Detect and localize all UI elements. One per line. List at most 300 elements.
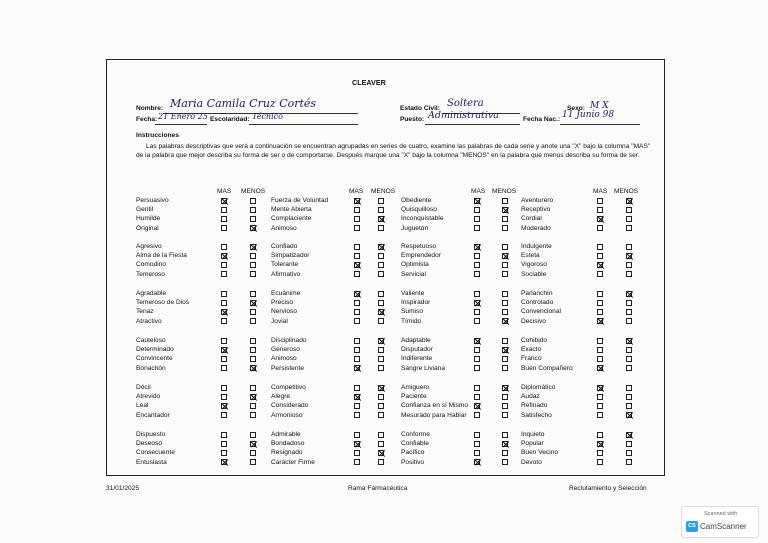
fecha-nac-value: 11 Junio 98 [562, 110, 615, 120]
col3-mas-header: MAS [471, 188, 486, 195]
word-label-c2-g2-r2: Simpatizador [271, 252, 310, 260]
menos-checkbox-c3-g4-r4[interactable] [502, 365, 508, 371]
mas-checkbox-c1-g3-r3[interactable] [221, 309, 227, 315]
mas-checkbox-c1-g5-r2[interactable] [221, 394, 227, 400]
menos-checkbox-c1-g6-r1[interactable] [250, 432, 256, 438]
escolaridad-value: Técnico [252, 112, 283, 121]
mas-checkbox-c2-g4-r1[interactable] [354, 338, 360, 344]
mas-checkbox-c2-g2-r3[interactable] [354, 262, 360, 268]
word-label-c4-g3-r3: Convencional [521, 308, 561, 316]
mas-checkbox-c1-g4-r1[interactable] [221, 338, 227, 344]
menos-checkbox-c3-g5-r3[interactable] [502, 403, 508, 409]
mas-checkbox-c2-g3-r1[interactable] [354, 291, 360, 297]
menos-checkbox-c4-g2-r1[interactable] [626, 244, 632, 250]
mas-checkbox-c3-g5-r4[interactable] [474, 412, 480, 418]
menos-checkbox-c3-g1-r4[interactable] [502, 225, 508, 231]
menos-checkbox-c4-g4-r2[interactable] [626, 347, 632, 353]
mas-checkbox-c1-g2-r1[interactable] [221, 244, 227, 250]
menos-checkbox-c1-g6-r3[interactable] [250, 450, 256, 456]
word-label-c1-g6-r3: Consecuente [136, 449, 175, 457]
mas-checkbox-c3-g1-r2[interactable] [474, 207, 480, 213]
menos-checkbox-c4-g4-r4[interactable] [626, 365, 632, 371]
menos-checkbox-c1-g4-r4[interactable] [250, 365, 256, 371]
word-label-c4-g5-r1: Diplomático [521, 384, 556, 391]
word-label-c1-g3-r4: Atractivo [136, 317, 162, 325]
word-label-c3-g1-r2: Quisquilloso [401, 206, 437, 214]
mas-checkbox-c3-g4-r1[interactable] [474, 338, 480, 344]
menos-checkbox-c4-g6-r2[interactable] [626, 441, 632, 447]
word-label-c4-g1-r4: Moderado [521, 224, 551, 232]
word-label-c2-g5-r4: Armonioso [271, 411, 303, 419]
menos-checkbox-c2-g5-r4[interactable] [378, 412, 384, 418]
mas-checkbox-c3-g1-r4[interactable] [474, 225, 480, 231]
menos-checkbox-c2-g6-r4[interactable] [378, 459, 384, 465]
estado-civil-label: Estado Civil: [400, 105, 440, 112]
mas-checkbox-c4-g2-r1[interactable] [597, 244, 603, 250]
mas-checkbox-c2-g6-r4[interactable] [354, 459, 360, 465]
mas-checkbox-c1-g6-r4[interactable] [221, 459, 227, 465]
mas-checkbox-c4-g4-r1[interactable] [597, 338, 603, 344]
menos-checkbox-c4-g6-r1[interactable] [626, 432, 632, 438]
word-label-c4-g5-r2: Audaz [521, 393, 540, 401]
word-label-c4-g4-r3: Franco [521, 355, 542, 363]
word-label-c2-g5-r1: Competitivo [271, 384, 306, 391]
menos-checkbox-c4-g4-r3[interactable] [626, 356, 632, 362]
menos-checkbox-c2-g6-r2[interactable] [378, 441, 384, 447]
menos-checkbox-c4-g3-r3[interactable] [626, 309, 632, 315]
menos-checkbox-c4-g6-r3[interactable] [626, 450, 632, 456]
escolaridad-underline [249, 124, 358, 125]
mas-checkbox-c4-g6-r2[interactable] [597, 441, 603, 447]
word-label-c3-g6-r1: Conforme [401, 431, 430, 438]
menos-checkbox-c1-g2-r3[interactable] [250, 262, 256, 268]
word-label-c1-g3-r3: Tenaz [136, 308, 154, 316]
menos-checkbox-c2-g5-r2[interactable] [378, 394, 384, 400]
mas-checkbox-c3-g5-r3[interactable] [474, 403, 480, 409]
col3-menos-header: MENOS [492, 188, 517, 195]
word-label-c1-g4-r2: Determinado [136, 346, 174, 354]
menos-checkbox-c2-g1-r3[interactable] [378, 216, 384, 222]
mas-checkbox-c2-g1-r2[interactable] [354, 207, 360, 213]
menos-checkbox-c3-g3-r3[interactable] [502, 309, 508, 315]
fecha-value: 21 Enero 25 [158, 112, 208, 121]
menos-checkbox-c1-g1-r3[interactable] [250, 216, 256, 222]
col1-menos-header: MENOS [241, 188, 266, 195]
mas-checkbox-c3-g6-r1[interactable] [474, 432, 480, 438]
mas-checkbox-c1-g1-r2[interactable] [221, 207, 227, 213]
mas-checkbox-c4-g1-r1[interactable] [597, 198, 603, 204]
mas-checkbox-c2-g5-r1[interactable] [354, 385, 360, 391]
menos-checkbox-c4-g2-r4[interactable] [626, 271, 632, 277]
mas-checkbox-c2-g2-r2[interactable] [354, 253, 360, 259]
menos-checkbox-c2-g3-r2[interactable] [378, 300, 384, 306]
mas-checkbox-c2-g1-r3[interactable] [354, 216, 360, 222]
mas-checkbox-c2-g3-r2[interactable] [354, 300, 360, 306]
mas-checkbox-c2-g4-r2[interactable] [354, 347, 360, 353]
mas-checkbox-c4-g5-r1[interactable] [597, 385, 603, 391]
menos-checkbox-c4-g3-r1[interactable] [626, 291, 632, 297]
menos-checkbox-c2-g5-r3[interactable] [378, 403, 384, 409]
mas-checkbox-c3-g5-r1[interactable] [474, 385, 480, 391]
menos-checkbox-c4-g5-r4[interactable] [626, 412, 632, 418]
mas-checkbox-c4-g1-r3[interactable] [597, 216, 603, 222]
col2-mas-header: MAS [349, 188, 364, 195]
word-label-c3-g4-r4: Sangre Liviana [401, 364, 445, 372]
menos-checkbox-c2-g2-r4[interactable] [378, 271, 384, 277]
word-label-c3-g2-r4: Servicial [401, 270, 426, 278]
mas-checkbox-c4-g6-r1[interactable] [597, 432, 603, 438]
word-label-c3-g6-r2: Confiable [401, 440, 429, 448]
menos-checkbox-c3-g1-r3[interactable] [502, 216, 508, 222]
word-label-c3-g3-r2: Inspirador [401, 299, 431, 307]
menos-checkbox-c3-g4-r3[interactable] [502, 356, 508, 362]
mas-checkbox-c2-g3-r4[interactable] [354, 318, 360, 324]
mas-checkbox-c1-g5-r1[interactable] [221, 385, 227, 391]
mas-checkbox-c1-g3-r4[interactable] [221, 318, 227, 324]
mas-checkbox-c2-g5-r2[interactable] [354, 394, 360, 400]
word-label-c4-g2-r3: Vigoroso [521, 261, 547, 269]
menos-checkbox-c2-g3-r3[interactable] [378, 309, 384, 315]
mas-checkbox-c1-g1-r4[interactable] [221, 225, 227, 231]
nombre-value: Maria Camila Cruz Cortés [170, 97, 317, 110]
word-label-c3-g3-r3: Sumiso [401, 308, 423, 316]
word-label-c1-g1-r1: Persuasivo [136, 197, 169, 204]
word-label-c3-g2-r3: Optimista [401, 261, 429, 269]
word-label-c2-g5-r3: Considerado [271, 402, 309, 410]
word-label-c2-g4-r2: Generoso [271, 346, 300, 354]
word-label-c4-g4-r2: Exacto [521, 346, 542, 354]
mas-checkbox-c4-g6-r3[interactable] [597, 450, 603, 456]
mas-checkbox-c2-g3-r3[interactable] [354, 309, 360, 315]
instructions-heading: Instrucciones [136, 132, 179, 139]
word-label-c2-g6-r2: Bondadoso [271, 440, 305, 448]
menos-checkbox-c1-g6-r2[interactable] [250, 441, 256, 447]
menos-checkbox-c3-g5-r2[interactable] [502, 394, 508, 400]
menos-checkbox-c3-g2-r2[interactable] [502, 253, 508, 259]
footer-right: Reclutamiento y Selección [569, 485, 647, 492]
menos-checkbox-c3-g6-r3[interactable] [502, 450, 508, 456]
word-label-c1-g1-r4: Original [136, 224, 159, 232]
form-frame [106, 59, 665, 476]
menos-checkbox-c4-g1-r4[interactable] [626, 225, 632, 231]
menos-checkbox-c1-g3-r4[interactable] [250, 318, 256, 324]
mas-checkbox-c2-g1-r1[interactable] [354, 198, 360, 204]
word-label-c2-g1-r2: Mente Abierta [271, 206, 312, 214]
mas-checkbox-c4-g5-r3[interactable] [597, 403, 603, 409]
word-label-c1-g4-r3: Convincente [136, 355, 173, 363]
form-title: CLEAVER [352, 78, 386, 87]
mas-checkbox-c2-g2-r1[interactable] [354, 244, 360, 250]
word-label-c1-g1-r3: Humilde [136, 215, 161, 223]
col4-menos-header: MENOS [614, 188, 639, 195]
mas-checkbox-c1-g3-r1[interactable] [221, 291, 227, 297]
word-label-c2-g2-r1: Confiado [271, 243, 298, 250]
menos-checkbox-c2-g4-r4[interactable] [378, 365, 384, 371]
puesto-label: Puesto: [400, 116, 425, 123]
mas-checkbox-c4-g5-r2[interactable] [597, 394, 603, 400]
word-label-c2-g5-r2: Alegre [271, 393, 291, 401]
menos-checkbox-c1-g1-r1[interactable] [250, 198, 256, 204]
col2-menos-header: MENOS [371, 188, 396, 195]
mas-checkbox-c3-g2-r4[interactable] [474, 271, 480, 277]
col1-mas-header: MAS [217, 188, 232, 195]
mas-checkbox-c3-g6-r2[interactable] [474, 441, 480, 447]
mas-checkbox-c2-g6-r2[interactable] [354, 441, 360, 447]
mas-checkbox-c4-g3-r2[interactable] [597, 300, 603, 306]
menos-checkbox-c1-g3-r3[interactable] [250, 309, 256, 315]
word-label-c3-g5-r4: Mesurado para Hablar [401, 411, 467, 419]
mas-checkbox-c2-g2-r4[interactable] [354, 271, 360, 277]
mas-checkbox-c1-g3-r2[interactable] [221, 300, 227, 306]
mas-checkbox-c3-g2-r1[interactable] [474, 244, 480, 250]
menos-checkbox-c3-g4-r1[interactable] [502, 338, 508, 344]
word-label-c3-g3-r4: Tímido [401, 317, 422, 325]
footer-date: 31/01/2025 [106, 485, 140, 492]
sexo-value: M X [590, 101, 609, 111]
mas-checkbox-c3-g2-r2[interactable] [474, 253, 480, 259]
word-label-c3-g5-r2: Paciente [401, 393, 427, 401]
menos-checkbox-c4-g2-r2[interactable] [626, 253, 632, 259]
menos-checkbox-c3-g3-r2[interactable] [502, 300, 508, 306]
mas-checkbox-c1-g2-r2[interactable] [221, 253, 227, 259]
menos-checkbox-c4-g5-r3[interactable] [626, 403, 632, 409]
word-label-c4-g6-r4: Devoto [521, 458, 542, 466]
mas-checkbox-c4-g6-r4[interactable] [597, 459, 603, 465]
menos-checkbox-c3-g6-r4[interactable] [502, 459, 508, 465]
word-label-c1-g4-r1: Cauteloso [136, 337, 166, 344]
mas-checkbox-c4-g1-r4[interactable] [597, 225, 603, 231]
word-label-c3-g5-r1: Amiguero [401, 384, 430, 391]
word-label-c1-g2-r1: Agresivo [136, 243, 162, 250]
word-label-c1-g6-r4: Entusiasta [136, 458, 167, 466]
menos-checkbox-c4-g5-r2[interactable] [626, 394, 632, 400]
menos-checkbox-c3-g3-r4[interactable] [502, 318, 508, 324]
menos-checkbox-c4-g3-r2[interactable] [626, 300, 632, 306]
word-label-c2-g6-r4: Carácter Firme [271, 458, 315, 466]
watermark-line2: CamScanner [700, 522, 747, 531]
mas-checkbox-c1-g4-r3[interactable] [221, 356, 227, 362]
word-label-c3-g1-r1: Obediente [401, 197, 432, 204]
mas-checkbox-c3-g4-r3[interactable] [474, 356, 480, 362]
word-label-c1-g5-r4: Encantador [136, 411, 170, 419]
word-label-c2-g6-r1: Admirable [271, 431, 301, 438]
menos-checkbox-c3-g2-r1[interactable] [502, 244, 508, 250]
word-label-c3-g4-r1: Adaptable [401, 337, 431, 344]
menos-checkbox-c4-g3-r4[interactable] [626, 318, 632, 324]
mas-checkbox-c2-g6-r1[interactable] [354, 432, 360, 438]
mas-checkbox-c1-g5-r4[interactable] [221, 412, 227, 418]
menos-checkbox-c4-g2-r3[interactable] [626, 262, 632, 268]
mas-checkbox-c4-g2-r2[interactable] [597, 253, 603, 259]
mas-checkbox-c3-g1-r1[interactable] [474, 198, 480, 204]
menos-checkbox-c3-g6-r1[interactable] [502, 432, 508, 438]
word-label-c1-g2-r3: Comodino [136, 261, 167, 269]
menos-checkbox-c4-g1-r3[interactable] [626, 216, 632, 222]
menos-checkbox-c4-g4-r1[interactable] [626, 338, 632, 344]
mas-checkbox-c3-g5-r2[interactable] [474, 394, 480, 400]
menos-checkbox-c4-g1-r1[interactable] [626, 198, 632, 204]
menos-checkbox-c2-g5-r1[interactable] [378, 385, 384, 391]
menos-checkbox-c1-g1-r2[interactable] [250, 207, 256, 213]
menos-checkbox-c1-g4-r3[interactable] [250, 356, 256, 362]
menos-checkbox-c3-g5-r4[interactable] [502, 412, 508, 418]
mas-checkbox-c2-g5-r3[interactable] [354, 403, 360, 409]
menos-checkbox-c3-g6-r2[interactable] [502, 441, 508, 447]
mas-checkbox-c4-g2-r3[interactable] [597, 262, 603, 268]
word-label-c4-g2-r2: Esteta [521, 252, 540, 260]
menos-checkbox-c1-g3-r1[interactable] [250, 291, 256, 297]
word-label-c2-g3-r1: Ecuánime [271, 290, 301, 297]
word-label-c4-g3-r2: Controlado [521, 299, 554, 307]
word-label-c1-g2-r4: Temeroso [136, 270, 165, 278]
menos-checkbox-c4-g1-r2[interactable] [626, 207, 632, 213]
menos-checkbox-c2-g2-r3[interactable] [378, 262, 384, 268]
menos-checkbox-c3-g1-r1[interactable] [502, 198, 508, 204]
mas-checkbox-c1-g2-r4[interactable] [221, 271, 227, 277]
menos-checkbox-c1-g2-r4[interactable] [250, 271, 256, 277]
menos-checkbox-c1-g3-r2[interactable] [250, 300, 256, 306]
menos-checkbox-c2-g3-r1[interactable] [378, 291, 384, 297]
mas-checkbox-c1-g4-r4[interactable] [221, 365, 227, 371]
menos-checkbox-c3-g2-r4[interactable] [502, 271, 508, 277]
fecha-underline [155, 124, 207, 125]
menos-checkbox-c1-g5-r1[interactable] [250, 385, 256, 391]
mas-checkbox-c2-g6-r3[interactable] [354, 450, 360, 456]
mas-checkbox-c1-g1-r1[interactable] [221, 198, 227, 204]
menos-checkbox-c2-g2-r2[interactable] [378, 253, 384, 259]
mas-checkbox-c1-g1-r3[interactable] [221, 216, 227, 222]
word-label-c4-g5-r4: Satisfecho [521, 411, 552, 419]
mas-checkbox-c3-g3-r1[interactable] [474, 291, 480, 297]
menos-checkbox-c1-g5-r4[interactable] [250, 412, 256, 418]
menos-checkbox-c3-g5-r1[interactable] [502, 385, 508, 391]
mas-checkbox-c4-g3-r1[interactable] [597, 291, 603, 297]
mas-checkbox-c3-g3-r2[interactable] [474, 300, 480, 306]
menos-checkbox-c2-g4-r3[interactable] [378, 356, 384, 362]
mas-checkbox-c1-g6-r3[interactable] [221, 450, 227, 456]
menos-checkbox-c3-g1-r2[interactable] [502, 207, 508, 213]
word-label-c3-g5-r3: Confianza en sí Mismo [401, 402, 469, 410]
mas-checkbox-c4-g1-r2[interactable] [597, 207, 603, 213]
menos-checkbox-c2-g4-r2[interactable] [378, 347, 384, 353]
menos-checkbox-c1-g6-r4[interactable] [250, 459, 256, 465]
mas-checkbox-c4-g2-r4[interactable] [597, 271, 603, 277]
mas-checkbox-c3-g3-r4[interactable] [474, 318, 480, 324]
menos-checkbox-c2-g6-r3[interactable] [378, 450, 384, 456]
menos-checkbox-c1-g5-r3[interactable] [250, 403, 256, 409]
menos-checkbox-c4-g5-r1[interactable] [626, 385, 632, 391]
footer-center: Rama Farmacéutica [348, 485, 408, 492]
mas-checkbox-c2-g1-r4[interactable] [354, 225, 360, 231]
word-label-c1-g3-r2: Temeroso de Dios [136, 299, 190, 307]
word-label-c1-g5-r1: Dócil [136, 384, 151, 391]
mas-checkbox-c1-g2-r3[interactable] [221, 262, 227, 268]
nombre-label: Nombre: [136, 105, 164, 112]
mas-checkbox-c3-g4-r2[interactable] [474, 347, 480, 353]
puesto-value: Administrativa [428, 110, 499, 121]
menos-checkbox-c1-g1-r4[interactable] [250, 225, 256, 231]
mas-checkbox-c1-g5-r3[interactable] [221, 403, 227, 409]
word-label-c4-g5-r3: Refinado [521, 402, 548, 410]
camscanner-logo-icon: CS [686, 521, 698, 532]
fecha-nac-underline [560, 124, 640, 125]
menos-checkbox-c2-g1-r1[interactable] [378, 198, 384, 204]
menos-checkbox-c2-g6-r1[interactable] [378, 432, 384, 438]
mas-checkbox-c4-g4-r4[interactable] [597, 365, 603, 371]
sexo-label: Sexo: [567, 105, 585, 112]
menos-checkbox-c1-g2-r2[interactable] [250, 253, 256, 259]
word-label-c1-g2-r2: Alma de la Fiesta [136, 252, 187, 260]
mas-checkbox-c2-g4-r4[interactable] [354, 365, 360, 371]
menos-checkbox-c1-g4-r2[interactable] [250, 347, 256, 353]
word-label-c4-g2-r4: Sociable [521, 270, 547, 278]
mas-checkbox-c3-g4-r4[interactable] [474, 365, 480, 371]
menos-checkbox-c4-g6-r4[interactable] [626, 459, 632, 465]
word-label-c1-g1-r2: Gentil [136, 206, 154, 214]
word-label-c4-g4-r4: Buen Compañero [521, 364, 573, 372]
menos-checkbox-c3-g3-r1[interactable] [502, 291, 508, 297]
word-label-c4-g1-r3: Cordial [521, 215, 542, 223]
mas-checkbox-c1-g6-r1[interactable] [221, 432, 227, 438]
word-label-c4-g3-r1: Parlanchín [521, 290, 553, 297]
estado-civil-value: Soltera [447, 98, 484, 109]
menos-checkbox-c1-g5-r2[interactable] [250, 394, 256, 400]
mas-checkbox-c3-g1-r3[interactable] [474, 216, 480, 222]
word-label-c2-g2-r3: Tolerante [271, 261, 299, 269]
word-label-c1-g3-r1: Agradable [136, 290, 167, 297]
mas-checkbox-c3-g6-r4[interactable] [474, 459, 480, 465]
word-label-c2-g1-r1: Fuerza de Voluntad [271, 197, 329, 204]
mas-checkbox-c4-g5-r4[interactable] [597, 412, 603, 418]
instructions-text: Las palabras descriptivas que verá a continuación se encuentran agrupadas en series de cuatro, examine las palabras de cada serie y anote una "X" bajo la columna "MAS" de la palabra que mejor describa su forma de ser o de comportarse. Después marque una "X" bajo la columna "MENOS" en la palabra que menos describa su forma de ser. [136, 143, 651, 160]
word-label-c4-g3-r4: Decisivo [521, 317, 546, 325]
word-label-c3-g1-r4: Juguetón [401, 224, 429, 232]
mas-checkbox-c3-g6-r3[interactable] [474, 450, 480, 456]
mas-checkbox-c2-g5-r4[interactable] [354, 412, 360, 418]
mas-checkbox-c3-g3-r3[interactable] [474, 309, 480, 315]
word-label-c4-g4-r1: Cohibido [521, 337, 548, 344]
word-label-c1-g6-r1: Dispuesto [136, 431, 166, 438]
menos-checkbox-c1-g4-r1[interactable] [250, 338, 256, 344]
camscanner-watermark [681, 506, 759, 538]
word-label-c2-g3-r4: Jovial [271, 317, 288, 325]
word-label-c4-g1-r1: Aventurero [521, 197, 554, 204]
word-label-c1-g5-r3: Leal [136, 402, 149, 410]
mas-checkbox-c4-g4-r2[interactable] [597, 347, 603, 353]
menos-checkbox-c2-g1-r4[interactable] [378, 225, 384, 231]
mas-checkbox-c1-g4-r2[interactable] [221, 347, 227, 353]
menos-checkbox-c2-g1-r2[interactable] [378, 207, 384, 213]
menos-checkbox-c3-g4-r2[interactable] [502, 347, 508, 353]
mas-checkbox-c4-g3-r4[interactable] [597, 318, 603, 324]
menos-checkbox-c2-g3-r4[interactable] [378, 318, 384, 324]
word-label-c2-g2-r4: Afirmativo [271, 270, 301, 278]
menos-checkbox-c2-g4-r1[interactable] [378, 338, 384, 344]
word-label-c2-g4-r1: Disciplinado [271, 337, 307, 344]
menos-checkbox-c1-g2-r1[interactable] [250, 244, 256, 250]
mas-checkbox-c2-g4-r3[interactable] [354, 356, 360, 362]
word-label-c2-g1-r4: Animoso [271, 224, 297, 232]
mas-checkbox-c3-g2-r3[interactable] [474, 262, 480, 268]
mas-checkbox-c1-g6-r2[interactable] [221, 441, 227, 447]
mas-checkbox-c4-g4-r3[interactable] [597, 356, 603, 362]
mas-checkbox-c4-g3-r3[interactable] [597, 309, 603, 315]
word-label-c3-g4-r2: Disputador [401, 346, 433, 354]
menos-checkbox-c3-g2-r3[interactable] [502, 262, 508, 268]
menos-checkbox-c2-g2-r1[interactable] [378, 244, 384, 250]
word-label-c1-g6-r2: Deseoso [136, 440, 163, 448]
word-label-c2-g4-r3: Animoso [271, 355, 297, 363]
